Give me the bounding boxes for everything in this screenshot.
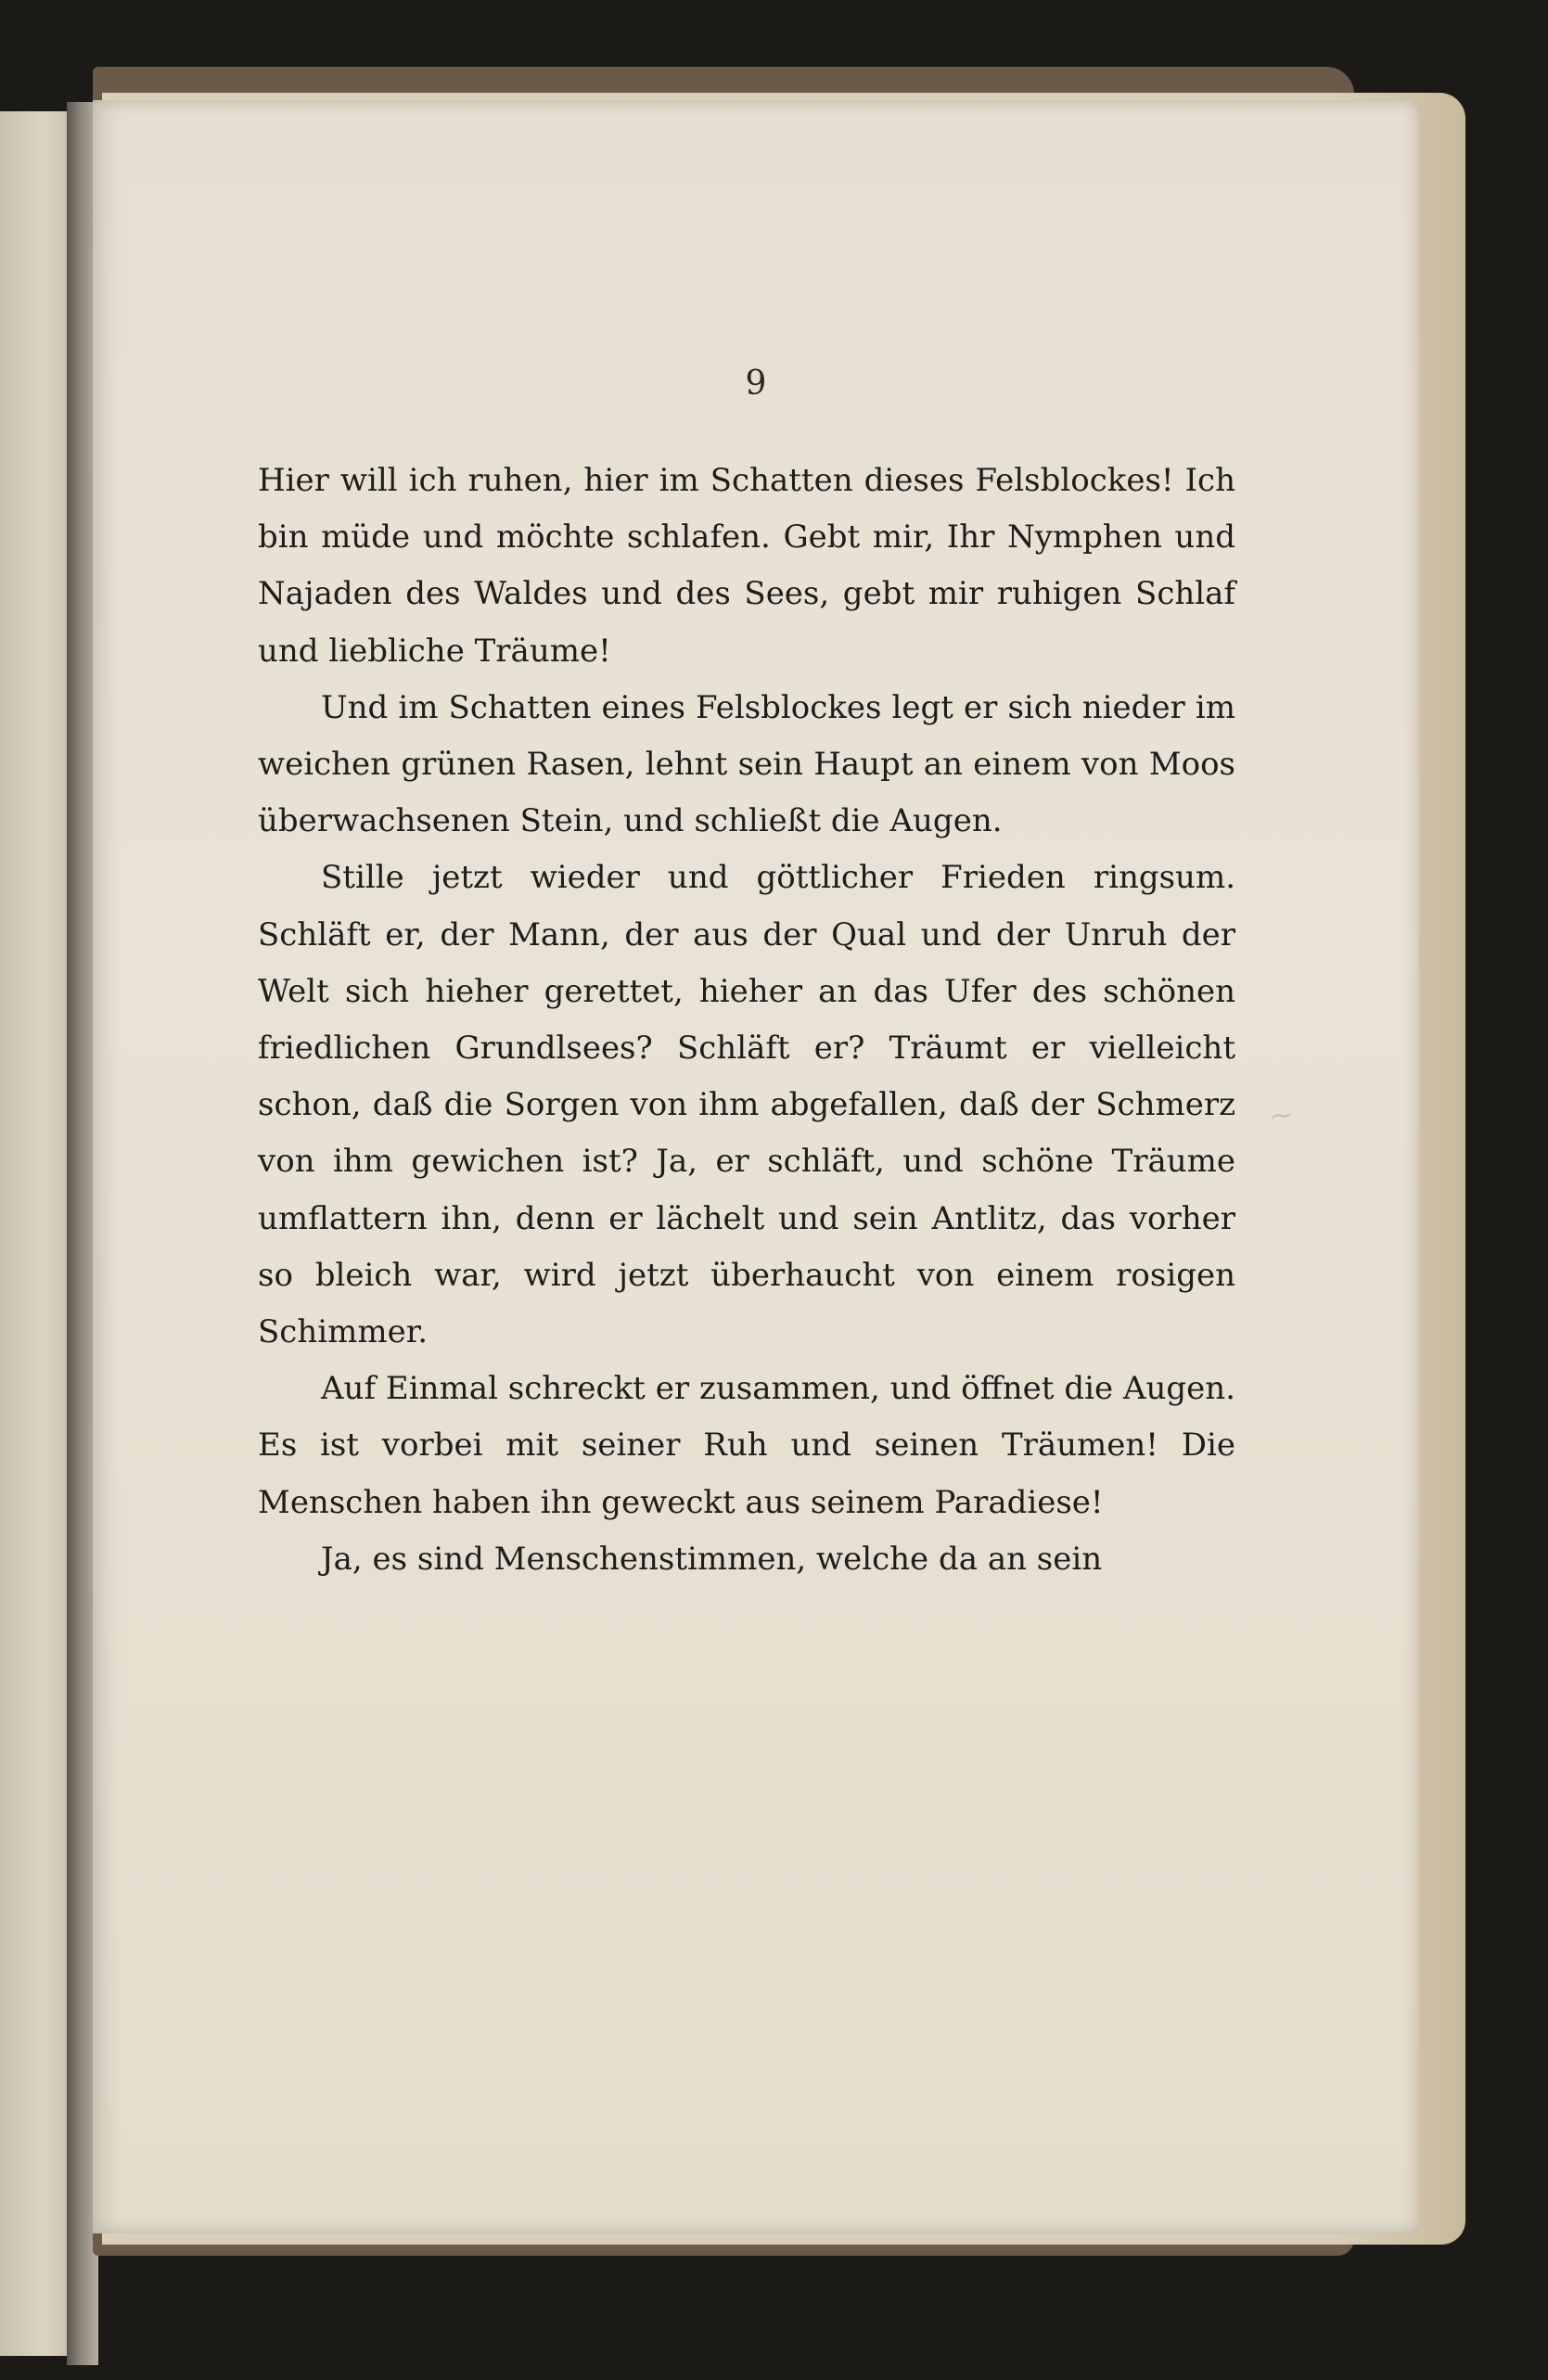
pencil-annotation-mark: ~ (1267, 1095, 1296, 1134)
book-page (93, 100, 1419, 2233)
paragraph: Hier will ich ruhen, hier im Schatten dieses Felsblockes! Ich bin müde und möchte schlafen. Gebt mir, Ihr Nymphen und Najaden des Waldes und des Sees, gebt mir ruhigen Schlaf und liebliche Träume! (258, 462, 1235, 670)
paragraph: Und im Schatten eines Felsblockes legt er sich nieder im weichen grünen Rasen, lehnt sein Haupt an einem von Moos überwachsenen Stein, und schließt die Augen. (258, 688, 1235, 840)
page-body (258, 453, 1235, 1588)
paragraph: Auf Einmal schreckt er zusammen, und öffnet die Augen. Es ist vorbei mit seiner Ruh und seinen Träumen! Die Menschen haben ihn geweckt aus seinem Paradiese! (258, 1370, 1235, 1521)
paragraph: Stille jetzt wieder und göttlicher Frieden ringsum. Schläft er, der Mann, der aus der Qual und der Unruh der Welt sich hieher gerettet, hieher an das Ufer des schönen friedlichen Grundlsees? Schläft er? Träumt er vielleicht schon, daß die Sorgen von ihm abgefallen, daß der Schmerz von ihm gewichen ist? Ja, er schläft, und schöne Träume umflattern ihn, denn er lächelt und sein Antlitz, das vorher so bleich war, wird jetzt überhaucht von einem rosigen Schimmer. (258, 859, 1235, 1351)
page-number: 9 (745, 365, 767, 403)
paragraph: Ja, es sind Menschenstimmen, welche da an sein (321, 1540, 1103, 1578)
